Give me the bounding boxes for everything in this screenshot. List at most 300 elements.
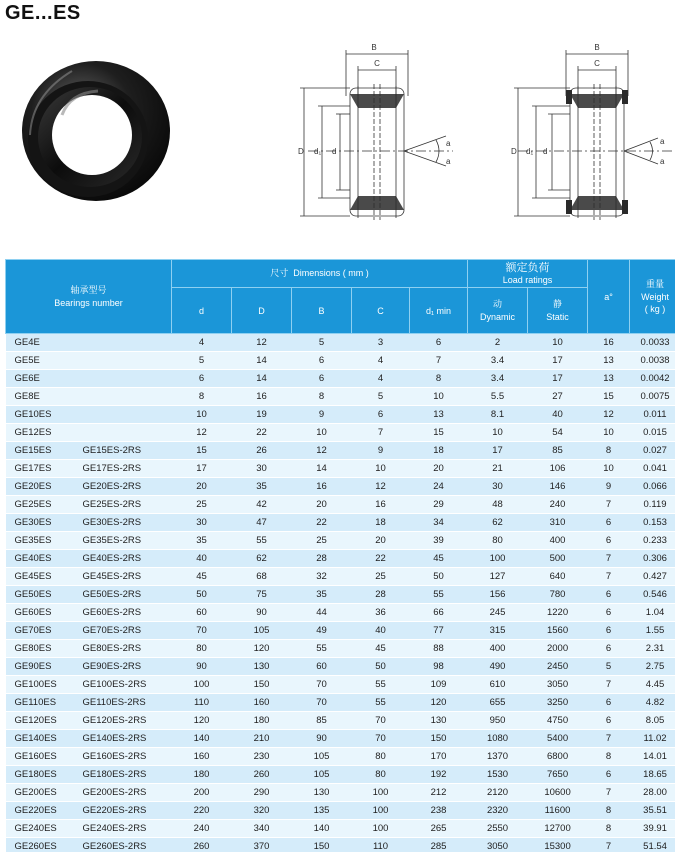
table-row: [6, 622, 675, 640]
cell-static-load: 4750: [528, 712, 588, 730]
cell-static-load: 310: [528, 514, 588, 532]
cell-bearing-number: GE140ES: [6, 730, 74, 748]
cell-B: 70: [292, 676, 352, 694]
cell-dynamic-load: 62: [468, 514, 528, 532]
cell-dynamic-load: 30: [468, 478, 528, 496]
cell-d1-min: 212: [410, 784, 468, 802]
cell-static-load: 400: [528, 532, 588, 550]
header-static: 静 Static: [528, 288, 588, 334]
cell-d: 110: [172, 694, 232, 712]
header-D: D: [232, 288, 292, 334]
cell-alpha: 5: [588, 658, 630, 676]
header-d1-min: d₁ min: [410, 288, 468, 334]
cell-d1-min: 7: [410, 352, 468, 370]
table-row: [6, 604, 675, 622]
table-row: [6, 442, 675, 460]
cell-D: 68: [232, 568, 292, 586]
cell-dynamic-load: 3.4: [468, 352, 528, 370]
cell-B: 25: [292, 532, 352, 550]
cell-dynamic-load: 1530: [468, 766, 528, 784]
table-row: [6, 424, 675, 442]
cell-alpha: 6: [588, 712, 630, 730]
cell-B: 105: [292, 766, 352, 784]
cell-B: 32: [292, 568, 352, 586]
table-body: [6, 334, 675, 852]
cell-C: 28: [352, 586, 410, 604]
cell-alpha: 7: [588, 550, 630, 568]
cell-bearing-number: GE6E: [6, 370, 74, 388]
cell-bearing-number: GE120ES: [6, 712, 74, 730]
cell-weight: 0.233: [630, 532, 675, 550]
cell-d: 100: [172, 676, 232, 694]
cell-C: 55: [352, 694, 410, 712]
header-d: d: [172, 288, 232, 334]
cell-static-load: 10600: [528, 784, 588, 802]
cell-d: 35: [172, 532, 232, 550]
cell-bearing-number-2rs: GE140ES-2RS: [74, 730, 172, 748]
cell-alpha: 8: [588, 748, 630, 766]
cell-d: 60: [172, 604, 232, 622]
cell-alpha: 7: [588, 676, 630, 694]
cell-d: 30: [172, 514, 232, 532]
cell-d: 70: [172, 622, 232, 640]
cell-weight: 4.45: [630, 676, 675, 694]
cell-alpha: 6: [588, 622, 630, 640]
cell-B: 85: [292, 712, 352, 730]
cell-D: 19: [232, 406, 292, 424]
cell-weight: 1.55: [630, 622, 675, 640]
cell-d1-min: 18: [410, 442, 468, 460]
cell-d1-min: 285: [410, 838, 468, 852]
cell-D: 75: [232, 586, 292, 604]
cell-alpha: 7: [588, 838, 630, 852]
cell-alpha: 16: [588, 334, 630, 352]
cell-d: 240: [172, 820, 232, 838]
cell-d: 6: [172, 370, 232, 388]
cell-dynamic-load: 8.1: [468, 406, 528, 424]
table-row: [6, 712, 675, 730]
svg-text:d₁: d₁: [526, 147, 534, 156]
cell-alpha: 7: [588, 784, 630, 802]
table-row: [6, 802, 675, 820]
cell-weight: 8.05: [630, 712, 675, 730]
cell-bearing-number: GE25ES: [6, 496, 74, 514]
cell-d1-min: 39: [410, 532, 468, 550]
cell-B: 55: [292, 640, 352, 658]
cell-dynamic-load: 400: [468, 640, 528, 658]
cell-d: 50: [172, 586, 232, 604]
cell-dynamic-load: 156: [468, 586, 528, 604]
cell-D: 35: [232, 478, 292, 496]
table-row: [6, 784, 675, 802]
cell-d: 260: [172, 838, 232, 852]
cell-B: 12: [292, 442, 352, 460]
cell-d1-min: 109: [410, 676, 468, 694]
cell-weight: 14.01: [630, 748, 675, 766]
cell-C: 36: [352, 604, 410, 622]
cell-bearing-number-2rs: [74, 388, 172, 406]
cell-bearing-number-2rs: GE220ES-2RS: [74, 802, 172, 820]
cell-d1-min: 10: [410, 388, 468, 406]
cell-d: 200: [172, 784, 232, 802]
cell-d1-min: 66: [410, 604, 468, 622]
cell-d: 12: [172, 424, 232, 442]
cell-d: 40: [172, 550, 232, 568]
cell-bearing-number-2rs: GE120ES-2RS: [74, 712, 172, 730]
cell-weight: 0.153: [630, 514, 675, 532]
table-row: [6, 460, 675, 478]
cell-d1-min: 8: [410, 370, 468, 388]
table-row: [6, 586, 675, 604]
cell-alpha: 15: [588, 388, 630, 406]
cell-d1-min: 98: [410, 658, 468, 676]
cell-static-load: 106: [528, 460, 588, 478]
cell-weight: 0.546: [630, 586, 675, 604]
cell-bearing-number-2rs: [74, 424, 172, 442]
cell-d: 140: [172, 730, 232, 748]
cell-d1-min: 77: [410, 622, 468, 640]
cell-bearing-number: GE70ES: [6, 622, 74, 640]
cell-weight: 0.0038: [630, 352, 675, 370]
cell-bearing-number: GE35ES: [6, 532, 74, 550]
cell-B: 6: [292, 370, 352, 388]
cell-alpha: 13: [588, 370, 630, 388]
cell-alpha: 13: [588, 352, 630, 370]
cell-d1-min: 45: [410, 550, 468, 568]
cell-dynamic-load: 5.5: [468, 388, 528, 406]
cell-bearing-number: GE50ES: [6, 586, 74, 604]
cell-bearing-number: GE240ES: [6, 820, 74, 838]
table-row: [6, 550, 675, 568]
cell-dynamic-load: 17: [468, 442, 528, 460]
cell-weight: 0.041: [630, 460, 675, 478]
cell-C: 5: [352, 388, 410, 406]
svg-text:a: a: [660, 157, 665, 166]
table-row: [6, 370, 675, 388]
cell-d1-min: 15: [410, 424, 468, 442]
svg-text:D: D: [511, 147, 517, 156]
cell-d: 17: [172, 460, 232, 478]
cell-C: 4: [352, 352, 410, 370]
cell-dynamic-load: 2320: [468, 802, 528, 820]
header-dynamic: 动 Dynamic: [468, 288, 528, 334]
cell-weight: 1.04: [630, 604, 675, 622]
drawing-es-2rs: [508, 36, 675, 236]
table-row: [6, 514, 675, 532]
cell-D: 55: [232, 532, 292, 550]
cell-D: 14: [232, 352, 292, 370]
cell-D: 90: [232, 604, 292, 622]
cell-weight: 2.75: [630, 658, 675, 676]
header-load-ratings: 额定负荷 Load ratings: [468, 260, 588, 288]
cell-bearing-number: GE10ES: [6, 406, 74, 424]
header-dimensions: 尺寸 Dimensions ( mm ): [172, 260, 468, 288]
svg-text:d₁: d₁: [314, 147, 322, 156]
cell-d1-min: 130: [410, 712, 468, 730]
cell-static-load: 1560: [528, 622, 588, 640]
table-row: [6, 334, 675, 352]
table-row: [6, 748, 675, 766]
cell-alpha: 6: [588, 532, 630, 550]
cell-d1-min: 238: [410, 802, 468, 820]
cell-C: 70: [352, 730, 410, 748]
cell-d1-min: 55: [410, 586, 468, 604]
cell-C: 110: [352, 838, 410, 852]
cell-alpha: 6: [588, 640, 630, 658]
table-row: [6, 352, 675, 370]
cell-d: 160: [172, 748, 232, 766]
table-row: [6, 730, 675, 748]
cell-D: 22: [232, 424, 292, 442]
cell-bearing-number-2rs: GE100ES-2RS: [74, 676, 172, 694]
cell-D: 160: [232, 694, 292, 712]
cell-static-load: 11600: [528, 802, 588, 820]
cell-D: 260: [232, 766, 292, 784]
cell-C: 22: [352, 550, 410, 568]
cell-weight: 18.65: [630, 766, 675, 784]
cell-bearing-number: GE4E: [6, 334, 74, 352]
cell-static-load: 15300: [528, 838, 588, 852]
cell-weight: 0.011: [630, 406, 675, 424]
table-row: [6, 694, 675, 712]
cell-B: 10: [292, 424, 352, 442]
cell-bearing-number-2rs: GE60ES-2RS: [74, 604, 172, 622]
cell-C: 4: [352, 370, 410, 388]
cell-bearing-number-2rs: GE240ES-2RS: [74, 820, 172, 838]
cell-C: 55: [352, 676, 410, 694]
cell-bearing-number: GE110ES: [6, 694, 74, 712]
cell-bearing-number-2rs: GE17ES-2RS: [74, 460, 172, 478]
cell-bearing-number-2rs: GE160ES-2RS: [74, 748, 172, 766]
cell-dynamic-load: 3.4: [468, 370, 528, 388]
cell-B: 60: [292, 658, 352, 676]
cell-D: 12: [232, 334, 292, 352]
table-row: [6, 640, 675, 658]
svg-text:D: D: [298, 147, 304, 156]
cell-static-load: 40: [528, 406, 588, 424]
cell-alpha: 9: [588, 478, 630, 496]
cell-B: 70: [292, 694, 352, 712]
cell-C: 25: [352, 568, 410, 586]
cell-bearing-number-2rs: GE20ES-2RS: [74, 478, 172, 496]
cell-bearing-number: GE60ES: [6, 604, 74, 622]
cell-d: 180: [172, 766, 232, 784]
cell-dynamic-load: 245: [468, 604, 528, 622]
cell-C: 100: [352, 802, 410, 820]
cell-B: 135: [292, 802, 352, 820]
cell-d1-min: 150: [410, 730, 468, 748]
cell-dynamic-load: 1370: [468, 748, 528, 766]
cell-bearing-number: GE8E: [6, 388, 74, 406]
svg-text:C: C: [594, 59, 600, 68]
cell-d1-min: 24: [410, 478, 468, 496]
svg-text:a: a: [660, 137, 665, 146]
cell-dynamic-load: 610: [468, 676, 528, 694]
cell-C: 100: [352, 784, 410, 802]
cell-dynamic-load: 950: [468, 712, 528, 730]
bearing-spec-table: [5, 259, 675, 852]
cell-B: 130: [292, 784, 352, 802]
cell-static-load: 640: [528, 568, 588, 586]
cell-bearing-number-2rs: GE35ES-2RS: [74, 532, 172, 550]
cell-D: 320: [232, 802, 292, 820]
cell-C: 7: [352, 424, 410, 442]
cell-static-load: 240: [528, 496, 588, 514]
cell-alpha: 7: [588, 496, 630, 514]
cell-bearing-number-2rs: GE90ES-2RS: [74, 658, 172, 676]
cell-B: 20: [292, 496, 352, 514]
table-row: [6, 388, 675, 406]
cell-d1-min: 120: [410, 694, 468, 712]
cell-D: 14: [232, 370, 292, 388]
header-bearings-number: 轴承型号 Bearings number: [6, 260, 172, 334]
cell-alpha: 6: [588, 514, 630, 532]
cell-D: 130: [232, 658, 292, 676]
cell-dynamic-load: 80: [468, 532, 528, 550]
svg-text:B: B: [594, 43, 600, 52]
header-weight: 重量 Weight ( kg ): [630, 260, 675, 334]
cell-d: 15: [172, 442, 232, 460]
cell-static-load: 2000: [528, 640, 588, 658]
cell-B: 90: [292, 730, 352, 748]
cell-weight: 51.54: [630, 838, 675, 852]
cell-dynamic-load: 127: [468, 568, 528, 586]
cell-d: 20: [172, 478, 232, 496]
cell-d1-min: 88: [410, 640, 468, 658]
cell-alpha: 6: [588, 586, 630, 604]
cell-C: 45: [352, 640, 410, 658]
cell-bearing-number: GE260ES: [6, 838, 74, 852]
svg-text:a: a: [446, 139, 451, 148]
cell-static-load: 7650: [528, 766, 588, 784]
cell-bearing-number: GE160ES: [6, 748, 74, 766]
cell-C: 9: [352, 442, 410, 460]
cell-bearing-number-2rs: GE50ES-2RS: [74, 586, 172, 604]
cell-C: 12: [352, 478, 410, 496]
cell-static-load: 17: [528, 370, 588, 388]
cell-d: 80: [172, 640, 232, 658]
cell-bearing-number-2rs: GE15ES-2RS: [74, 442, 172, 460]
cell-D: 290: [232, 784, 292, 802]
cell-alpha: 7: [588, 568, 630, 586]
cell-B: 8: [292, 388, 352, 406]
cell-dynamic-load: 3050: [468, 838, 528, 852]
cell-alpha: 7: [588, 730, 630, 748]
cell-D: 47: [232, 514, 292, 532]
cell-bearing-number: GE12ES: [6, 424, 74, 442]
cell-C: 6: [352, 406, 410, 424]
svg-text:d: d: [332, 147, 337, 156]
table-row: [6, 406, 675, 424]
cell-bearing-number-2rs: GE25ES-2RS: [74, 496, 172, 514]
cell-dynamic-load: 315: [468, 622, 528, 640]
cell-C: 40: [352, 622, 410, 640]
cell-B: 22: [292, 514, 352, 532]
cell-C: 18: [352, 514, 410, 532]
cell-D: 30: [232, 460, 292, 478]
cell-dynamic-load: 2550: [468, 820, 528, 838]
cell-alpha: 8: [588, 802, 630, 820]
cell-bearing-number-2rs: GE80ES-2RS: [74, 640, 172, 658]
cell-C: 10: [352, 460, 410, 478]
cell-bearing-number-2rs: GE45ES-2RS: [74, 568, 172, 586]
cell-d: 8: [172, 388, 232, 406]
cell-weight: 0.306: [630, 550, 675, 568]
cell-static-load: 780: [528, 586, 588, 604]
cell-weight: 0.0075: [630, 388, 675, 406]
svg-text:B: B: [371, 43, 377, 52]
cell-d: 220: [172, 802, 232, 820]
table-row: [6, 838, 675, 852]
cell-d: 90: [172, 658, 232, 676]
table-row: [6, 658, 675, 676]
cell-B: 28: [292, 550, 352, 568]
cell-C: 16: [352, 496, 410, 514]
table-row: [6, 766, 675, 784]
cell-D: 230: [232, 748, 292, 766]
cell-weight: 2.31: [630, 640, 675, 658]
cell-bearing-number: GE180ES: [6, 766, 74, 784]
cell-bearing-number-2rs: GE260ES-2RS: [74, 838, 172, 852]
cell-weight: 0.0033: [630, 334, 675, 352]
cell-d: 25: [172, 496, 232, 514]
cell-B: 6: [292, 352, 352, 370]
svg-text:C: C: [374, 59, 380, 68]
cell-static-load: 85: [528, 442, 588, 460]
cell-D: 370: [232, 838, 292, 852]
cell-weight: 4.82: [630, 694, 675, 712]
cell-bearing-number: GE15ES: [6, 442, 74, 460]
cell-bearing-number: GE17ES: [6, 460, 74, 478]
cell-weight: 0.0042: [630, 370, 675, 388]
cell-B: 140: [292, 820, 352, 838]
cell-C: 50: [352, 658, 410, 676]
header-B: B: [292, 288, 352, 334]
cell-C: 70: [352, 712, 410, 730]
cell-D: 105: [232, 622, 292, 640]
cell-dynamic-load: 2120: [468, 784, 528, 802]
svg-text:d: d: [543, 147, 548, 156]
cell-static-load: 17: [528, 352, 588, 370]
cell-static-load: 12700: [528, 820, 588, 838]
cell-static-load: 6800: [528, 748, 588, 766]
cell-bearing-number-2rs: GE40ES-2RS: [74, 550, 172, 568]
cell-d1-min: 192: [410, 766, 468, 784]
cell-bearing-number-2rs: [74, 334, 172, 352]
cell-weight: 0.027: [630, 442, 675, 460]
cell-d1-min: 50: [410, 568, 468, 586]
cell-weight: 0.015: [630, 424, 675, 442]
table-row: [6, 820, 675, 838]
cell-static-load: 5400: [528, 730, 588, 748]
cell-static-load: 3250: [528, 694, 588, 712]
table-row: [6, 676, 675, 694]
cell-weight: 0.119: [630, 496, 675, 514]
cell-D: 120: [232, 640, 292, 658]
header-C: C: [352, 288, 410, 334]
cell-bearing-number-2rs: GE110ES-2RS: [74, 694, 172, 712]
cell-bearing-number: GE100ES: [6, 676, 74, 694]
cell-static-load: 146: [528, 478, 588, 496]
cell-bearing-number-2rs: GE30ES-2RS: [74, 514, 172, 532]
cell-D: 210: [232, 730, 292, 748]
cell-bearing-number: GE90ES: [6, 658, 74, 676]
cell-d: 4: [172, 334, 232, 352]
cell-bearing-number: GE80ES: [6, 640, 74, 658]
cell-B: 14: [292, 460, 352, 478]
svg-text:a: a: [446, 157, 451, 166]
cell-D: 340: [232, 820, 292, 838]
